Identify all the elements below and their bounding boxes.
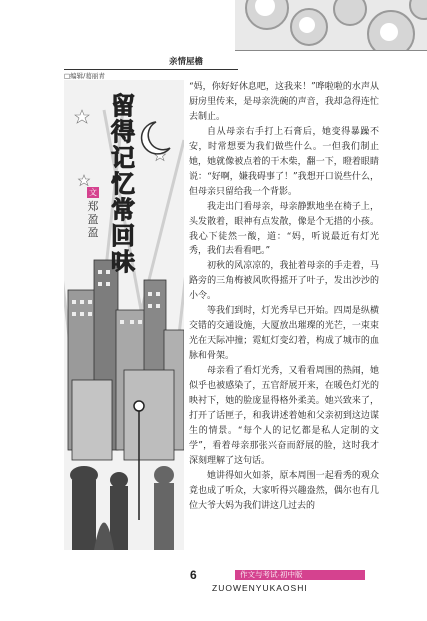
footer-brand-en: ZUOWENYUKAOSHI	[212, 583, 308, 593]
paragraph: 我走出门看母亲，母亲静默地坐在椅子上，头发散着，眼神有点发散，像是个无措的小孩。我心下徒然一酸，道：“妈，听说最近有灯光秀，我们去看看吧。”	[189, 201, 379, 257]
paragraph: 自从母亲右手打上石膏后，她变得暴躁不安，时常想要为我们做些什么。一但我们制止她，她就像被点着的干木柴，翻一下，瞪着眼睛说：“好啊，嫌我碍事了！”我想开口说些什么，但母亲只留给我一个背影。	[189, 126, 379, 197]
paragraph: “妈，你好好休息吧，这我来！”哗啦啦的水声从厨房里传来，是母亲洗碗的声音，我却急得连忙去制止。	[189, 82, 379, 122]
article-title: 留得记忆常回味	[111, 91, 135, 276]
paragraph: 等我们到时，灯光秀早已开始。四周是纵横交错的交通设施，大厦放出璀璨的光芒，一束束光在天际冲撞；霓虹灯变幻着，构成了城市的血脉和骨架。	[189, 306, 379, 362]
footer-brand: 作文与考试·初中版	[240, 570, 303, 579]
paragraph: 母亲看了看灯光秀，又看看周围的热闹，她似乎也被感染了，五官舒展开来，在暖色灯光的映衬下，她的脸庞显得格外柔美。她兴致来了，打开了话匣子，和我讲述着她和父亲初到这边谋生的情景。“每个人的记忆都是私人定制的文学”，看着母亲那张兴奋而舒展的脸，这时我才深刻理解了这句话。	[189, 366, 379, 466]
header-divider	[235, 50, 427, 51]
crowd	[70, 466, 174, 550]
author-name: 郑盈盈	[87, 200, 99, 239]
page-number: 6	[190, 568, 197, 582]
author-byline	[87, 187, 99, 239]
paragraph: 初秋的风凉凉的，我扯着母亲的手走着，马路旁的三角梅被风吹得摇开了叶子，发出沙沙的小令。	[189, 261, 379, 302]
article-body	[189, 80, 379, 514]
column-rule	[64, 69, 238, 70]
editor-credit: □编辑/葛丽青	[64, 72, 105, 80]
header-decoration	[235, 0, 427, 50]
author-mark: 文	[89, 188, 97, 197]
column-tag: 亲情屋檐	[169, 57, 204, 67]
paragraph: 她讲得如火如荼，原本周围一起看秀的观众竟也成了听众，大家听得兴趣盎然，偶尔也有几位大爷大妈为我们讲这几过去的	[189, 470, 379, 511]
